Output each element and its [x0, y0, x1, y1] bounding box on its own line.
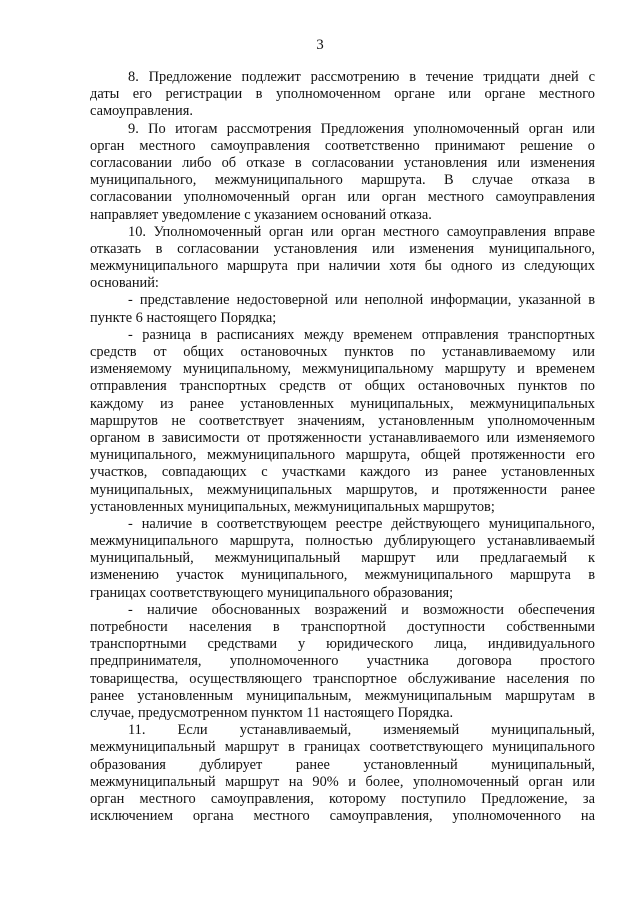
text-line: потребности населения в транспортной доступности собственными — [90, 619, 595, 635]
text-line: - наличие в соответствующем реестре действующего муниципального, — [128, 515, 595, 532]
text-line: отправления транспортных средств от общих остановочных пунктов по — [90, 378, 595, 395]
text-line: самоуправления. — [90, 103, 193, 120]
text-line: изменяемому муниципальному, межмуниципальному маршруту и временем — [90, 361, 595, 378]
text-line: маршрутов не соответствует значениям, установленным уполномоченным — [90, 412, 595, 429]
text-line: участков, совпадающих с участками каждого из ранее установленных — [90, 464, 595, 481]
text-line: товарищества, осуществляющего транспортное обслуживание населения по — [90, 670, 595, 687]
text-line: предпринимателя, уполномоченного участника договора простого — [90, 653, 595, 670]
text-line: 9. По итогам рассмотрения Предложения уполномоченный орган или — [128, 120, 595, 137]
text-line: 11. Если устанавливаемый, изменяемый муниципальный, — [128, 722, 595, 739]
text-line: случае, предусмотренном пунктом 11 настоящего Порядка. — [90, 704, 454, 721]
text-line: межмуниципального маршрута, полностью дублирующего устанавливаемый — [90, 533, 595, 550]
text-line: направляет уведомление с указанием оснований отказа. — [90, 206, 432, 223]
text-line: согласовании уполномоченный орган или орган местного самоуправления — [90, 189, 595, 206]
text-line: пункте 6 настоящего Порядка; — [90, 309, 277, 326]
text-line: муниципального, межмуниципального маршрута. В случае отказа в — [90, 172, 595, 189]
text-line: муниципальный, межмуниципальный маршрут или предлагаемый к — [90, 550, 595, 567]
text-line: - разница в расписаниях между временем отправления транспортных — [128, 326, 595, 343]
text-line: средств от общих остановочных пунктов по устанавливаемому или — [90, 344, 595, 360]
text-line: 10. Уполномоченный орган или орган местного самоуправления вправе — [128, 223, 595, 240]
text-line: согласовании либо об отказе в согласовании установления или изменения — [90, 154, 595, 171]
text-line: орган местного самоуправления, которому поступило Предложение, за — [90, 790, 595, 807]
text-line: межмуниципального маршрута при наличии хотя бы одного из следующих — [90, 258, 595, 275]
text-line: каждому из ранее установленных муниципальных, межмуниципальных — [90, 395, 595, 412]
text-line: муниципального, межмуниципального маршрута, общей протяженности его — [90, 447, 595, 464]
page-number: 3 — [316, 37, 324, 53]
text-line: межмуниципальный маршрут в границах соответствующего муниципального — [90, 739, 595, 756]
text-line: органом в зависимости от протяженности устанавливаемого или изменяемого — [90, 429, 595, 446]
text-line: установленных муниципальных, межмуниципальных маршрутов; — [90, 498, 495, 515]
text-line: 8. Предложение подлежит рассмотрению в течение тридцати дней с — [128, 69, 595, 85]
text-line: исключением органа местного самоуправления, уполномоченного на — [90, 808, 595, 825]
text-line: межмуниципальный маршрут на 90% и более, уполномоченный орган или — [90, 773, 595, 790]
text-line: образования дублирует ранее установленный муниципальный, — [90, 756, 595, 773]
text-line: ранее установленным муниципальным, межмуниципальным маршрутам в — [90, 687, 595, 704]
text-line: - наличие обоснованных возражений и возможности обеспечения — [128, 601, 595, 618]
document-body — [90, 69, 595, 825]
text-line: оснований: — [90, 275, 159, 292]
text-line: транспортными средствами у юридического лица, индивидуального — [90, 636, 595, 653]
text-line: границах соответствующего муниципального образования; — [90, 584, 454, 601]
text-line: отказать в согласовании установления или изменения муниципального, — [90, 240, 595, 257]
text-line: даты его регистрации в уполномоченном органе или органе местного — [90, 86, 595, 103]
text-line: - представление недостоверной или неполной информации, указанной в — [128, 292, 595, 309]
text-line: муниципальных, межмуниципальных маршрутов, и протяженности ранее — [90, 481, 595, 498]
text-line: орган местного самоуправления соответственно принимают решение о — [90, 137, 595, 154]
text-line: изменению участок муниципального, межмуниципального маршрута в — [90, 567, 595, 584]
